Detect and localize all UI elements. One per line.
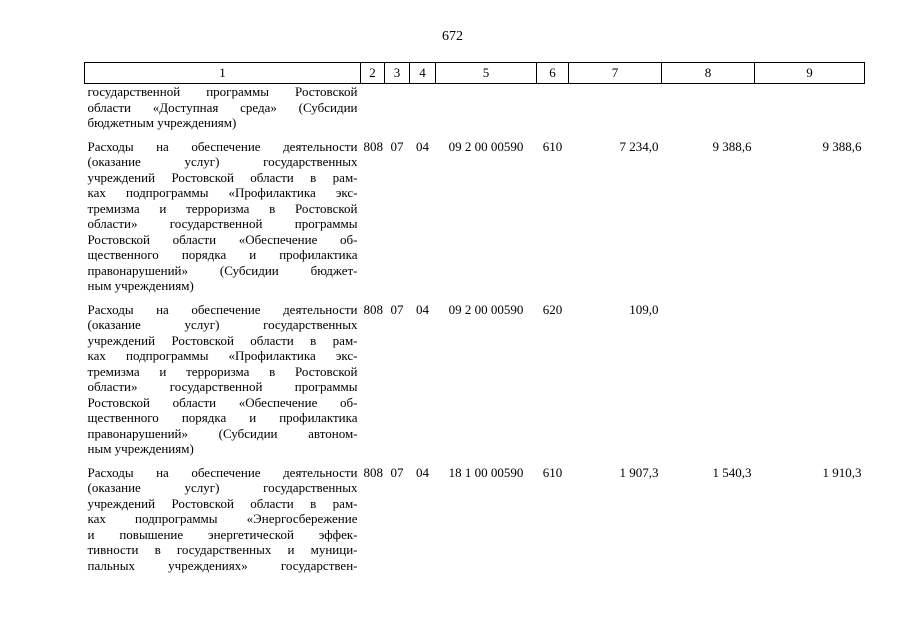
subsection-code: 04 <box>416 138 429 154</box>
amount-2 <box>662 302 755 465</box>
description-line: Расходы на обеспечение деятельности <box>87 138 358 154</box>
header-cell: 6 <box>537 63 569 84</box>
section-code: 07 <box>390 138 404 154</box>
header-cell: 5 <box>436 63 537 84</box>
amount-3: 9 388,6 <box>822 138 862 154</box>
description-line: ным учреждениям) <box>87 441 194 456</box>
row-description <box>85 84 361 139</box>
amount-3: 1 910,3 <box>822 464 862 480</box>
description-line: тремизма и терроризма в Ростовской <box>87 363 358 379</box>
description-line: учреждений Ростовской области в рам- <box>87 332 358 348</box>
description-line: пальных учреждениях» государствен- <box>87 557 358 573</box>
description-line: учреждений Ростовской области в рам- <box>87 169 358 185</box>
description-line: правонарушений» (Субсидии бюджет- <box>87 262 358 278</box>
header-row <box>85 63 865 84</box>
description-line: (оказание услуг) государственных <box>87 317 358 332</box>
description-line: щественного порядка и профилактика <box>87 247 358 262</box>
description-line: государственной программы Ростовской <box>87 84 358 99</box>
amount-2: 9 388,6 <box>712 138 752 154</box>
description-line: Расходы на обеспечение деятельности <box>87 301 358 317</box>
page-number: 672 <box>442 29 463 44</box>
header-cell: 8 <box>662 63 755 84</box>
continuation-row <box>85 84 865 139</box>
description-line: ках подпрограммы «Профилактика экс- <box>87 348 358 363</box>
subsection-code: 04 <box>416 464 429 480</box>
description-line: учреждений Ростовской области в рам- <box>87 495 358 511</box>
description-line: ках подпрограммы «Энергосбережение <box>87 511 358 526</box>
description-line: щественного порядка и профилактика <box>87 410 358 425</box>
amount-1: 7 234,0 <box>619 138 659 154</box>
section-code: 07 <box>390 301 404 317</box>
amount-1: 1 907,3 <box>619 464 659 480</box>
table-row <box>85 302 865 465</box>
description-line: Ростовской области «Обеспечение об- <box>87 394 358 410</box>
ministry-code: 808 <box>363 464 383 480</box>
section-code: 07 <box>390 464 404 480</box>
expense-type-code: 610 <box>542 464 563 480</box>
header-cell: 7 <box>569 63 662 84</box>
description-line: Расходы на обеспечение деятельности <box>87 464 358 480</box>
description-line: ках подпрограммы «Профилактика экс- <box>87 185 358 200</box>
table-row <box>85 465 865 582</box>
description-line: (оказание услуг) государственных <box>87 154 358 169</box>
description-line: Ростовской области «Обеспечение об- <box>87 231 358 247</box>
header-cell: 2 <box>361 63 385 84</box>
header-cell: 1 <box>85 63 361 84</box>
row-description <box>85 139 361 302</box>
target-article-code: 18 1 00 00590 <box>448 464 524 480</box>
description-line: области «Доступная среда» (Субсидии <box>87 99 358 115</box>
description-line: области» государственной программы <box>87 216 358 231</box>
description-line: тремизма и терроризма в Ростовской <box>87 200 358 216</box>
description-line: области» государственной программы <box>87 379 358 394</box>
row-description <box>85 302 361 465</box>
ministry-code: 808 <box>363 138 383 154</box>
header-cell: 3 <box>385 63 410 84</box>
expense-type-code: 610 <box>542 138 563 154</box>
expense-type-code: 620 <box>542 301 563 317</box>
description-line: (оказание услуг) государственных <box>87 480 358 495</box>
description-line: и повышение энергетической эффек- <box>87 526 358 542</box>
row-description <box>85 465 361 582</box>
header-cell: 9 <box>755 63 865 84</box>
header-cell: 4 <box>410 63 436 84</box>
amount-2: 1 540,3 <box>712 464 752 480</box>
amount-1: 109,0 <box>629 301 659 317</box>
description-line: тивности в государственных и муници- <box>87 542 358 557</box>
amount-3 <box>755 302 865 465</box>
budget-table <box>84 62 865 581</box>
target-article-code: 09 2 00 00590 <box>448 301 524 317</box>
target-article-code: 09 2 00 00590 <box>448 138 524 154</box>
table-row <box>85 139 865 302</box>
description-line: правонарушений» (Субсидии автоном- <box>87 425 358 441</box>
description-line: бюджетным учреждениям) <box>87 115 237 130</box>
description-line: ным учреждениям) <box>87 278 194 293</box>
subsection-code: 04 <box>416 301 429 317</box>
ministry-code: 808 <box>363 301 383 317</box>
